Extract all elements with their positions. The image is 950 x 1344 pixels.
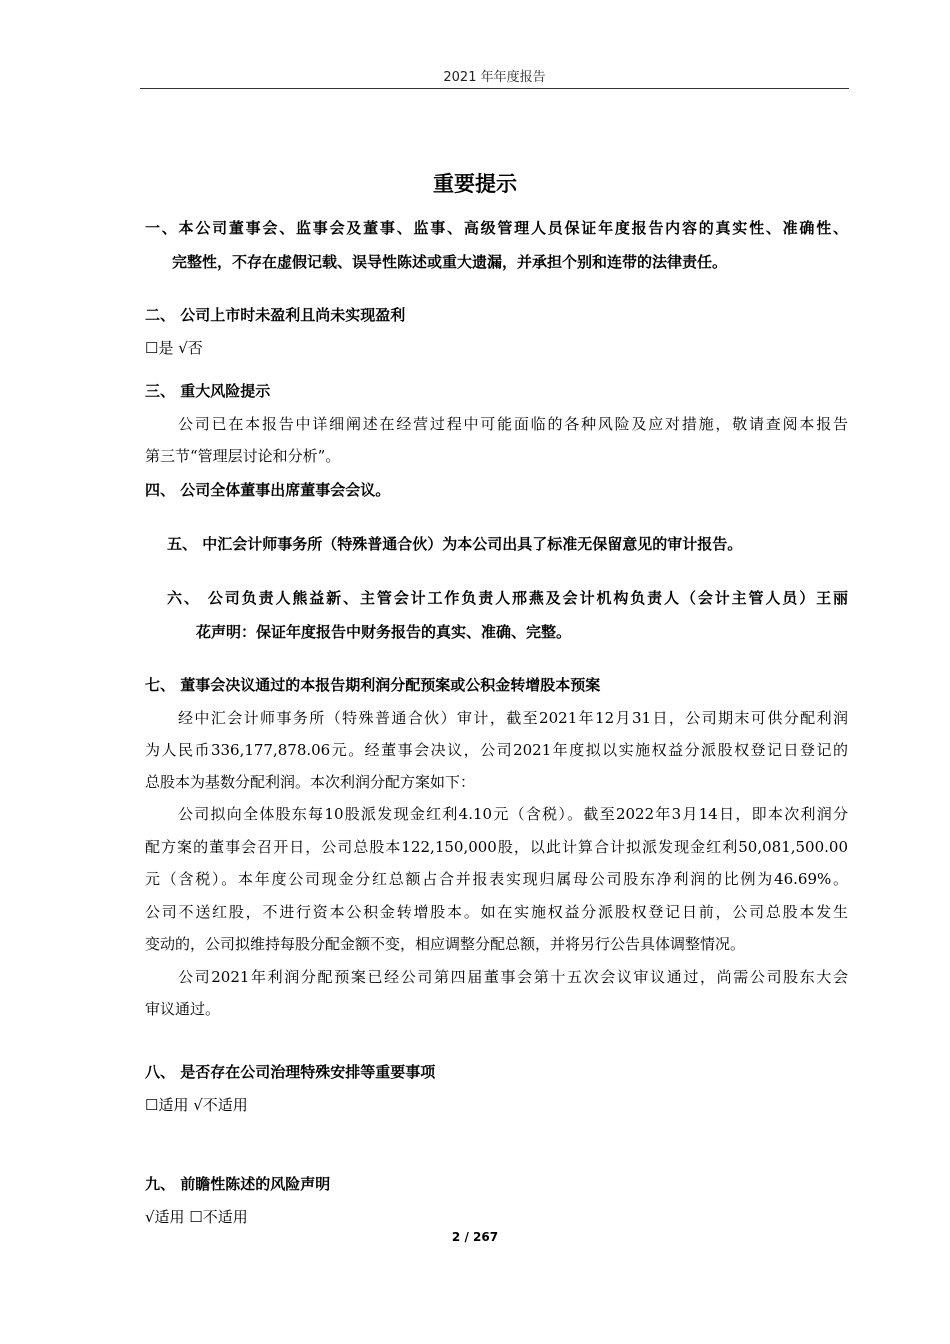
s8-heading: 八、 是否存在公司治理特殊安排等重要事项 (145, 1063, 436, 1081)
s3-heading: 三、 重大风险提示 (145, 382, 271, 400)
s7-p2-line4: 公司不送红股，不进行资本公积金转增股本。如在实施权益分派股权登记日前，公司总股本发生 (145, 903, 848, 921)
s9-options: √适用 ☐不适用 (145, 1208, 248, 1226)
page-number: 2 / 267 (451, 1230, 499, 1244)
page-title: 重要提示 (433, 172, 517, 196)
s6-line1: 六、 公司负责人熊益新、主管会计工作负责人邢燕及会计机构负责人（会计主管人员）王丽 (167, 589, 848, 607)
s2-options: ☐是 √否 (145, 339, 203, 357)
s7-p2-line2: 配方案的董事会召开日，公司总股本122,150,000股，以此计算合计拟派发现金红利50,081,500.00 (145, 838, 848, 856)
s7-p1-line1: 经中汇会计师事务所（特殊普通合伙）审计，截至2021年12月31日，公司期末可供分配利润 (178, 709, 848, 727)
s6-line2: 花声明：保证年度报告中财务报告的真实、准确、完整。 (196, 623, 572, 641)
s7-p2-line3: 元（含税）。本年度公司现金分红总额占合并报表实现归属母公司股东净利润的比例为46.69%。 (145, 870, 848, 888)
s7-p1-line2: 为人民币336,177,878.06元。经董事会决议，公司2021年度拟以实施权益分派股权登记日登记的 (145, 741, 848, 759)
s9-heading: 九、 前瞻性陈述的风险声明 (145, 1175, 331, 1193)
s3-line2: 第三节“管理层讨论和分析”。 (145, 447, 341, 465)
s3-line1: 公司已在本报告中详细阐述在经营过程中可能面临的各种风险及应对措施，敬请查阅本报告 (178, 415, 848, 433)
s7-p3-line2: 审议通过。 (145, 1000, 221, 1018)
s8-options: ☐适用 √不适用 (145, 1096, 248, 1114)
s1-line1: 一、本公司董事会、监事会及董事、监事、高级管理人员保证年度报告内容的真实性、准确性、 (145, 219, 848, 237)
s1-line2: 完整性，不存在虚假记载、误导性陈述或重大遗漏，并承担个别和连带的法律责任。 (172, 253, 728, 271)
s7-p2-line1: 公司拟向全体股东每10股派发现金红利4.10元（含税）。截至2022年3月14日，即本次利润分 (178, 805, 848, 823)
s7-p3-line1: 公司2021年利润分配预案已经公司第四届董事会第十五次会议审议通过，尚需公司股东大会 (178, 968, 848, 986)
s7-heading: 七、 董事会决议通过的本报告期利润分配预案或公积金转增股本预案 (145, 676, 601, 694)
s4-heading: 四、 公司全体董事出席董事会会议。 (145, 481, 391, 499)
s7-p1-line3: 总股本为基数分配利润。本次利润分配方案如下： (145, 773, 476, 791)
header-divider (140, 88, 849, 89)
page-header: 2021 年年度报告 (443, 70, 546, 85)
s7-p2-line5: 变动的，公司拟维持每股分配金额不变，相应调整分配总额，并将另行公告具体调整情况。 (145, 935, 746, 953)
s5-heading: 五、 中汇会计师事务所（特殊普通合伙）为本公司出具了标准无保留意见的审计报告。 (167, 535, 743, 553)
s2-heading: 二、 公司上市时未盈利且尚未实现盈利 (145, 306, 406, 324)
